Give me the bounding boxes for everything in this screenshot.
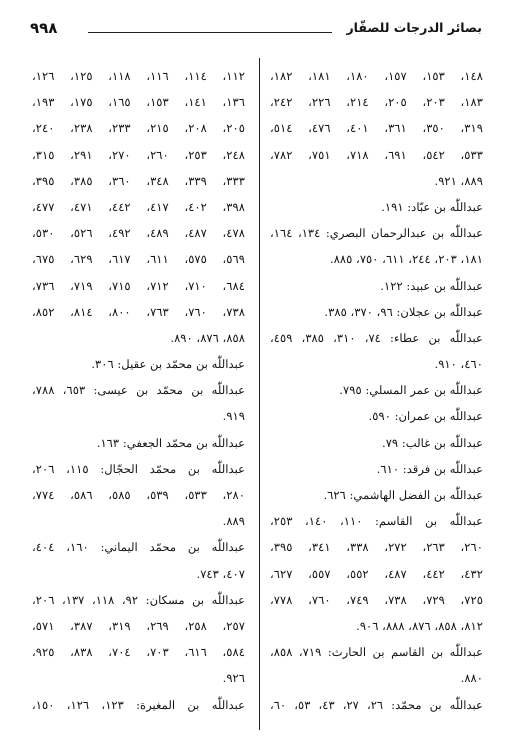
page-header xyxy=(30,20,482,42)
index-line: عبداللّٰه بن محمّد: ٢٦، ٢٧، ٤٣، ٥٣، ٦٠، xyxy=(270,697,483,712)
index-line: عبداللّٰه بن فرقد: ٦١٠. xyxy=(376,461,483,476)
index-line: ٣١٩، ٣٥٠، ٣٦١، ٤٠١، ٤٧٦، ٥١٤، xyxy=(270,121,483,136)
column-divider xyxy=(259,58,260,730)
index-line: عبداللّٰه بن مسكان: ٩٢، ١١٨، ١٣٧، ٢٠٦، xyxy=(32,592,245,607)
index-line: ٢٨٠، ٥٣٣، ٥٣٩، ٥٨٥، ٥٨٦، ٧٧٤، xyxy=(32,488,245,502)
index-line: عبداللّٰه بن عمر المسلي: ٧٩٥. xyxy=(339,383,483,398)
index-line: ٧٣٨، ٧٦٠، ٧٦٣، ٨٠٠، ٨١٤، ٨٥٢، xyxy=(32,304,245,319)
index-line: ٤٦٠، ٩١٠. xyxy=(434,357,483,372)
index-line: ١٤٨، ١٥٣، ١٥٧، ١٨٠، ١٨١، ١٨٢، xyxy=(270,69,483,83)
index-line: ٩١٩. xyxy=(222,409,245,424)
index-line: عبداللّٰه بن عمران: ٥٩٠. xyxy=(368,409,483,424)
running-title: بصائر الدرجات للصفّار xyxy=(346,20,482,35)
index-line: ٩٢٦. xyxy=(222,671,245,686)
index-line: عبداللّٰه بن محمّد الجعفي: ١٦٣. xyxy=(96,435,245,450)
index-line: عبداللّٰه بن محمّد اليماني: ١٦٠، ٤٠٤، xyxy=(32,540,245,555)
index-line: عبداللّٰه بن غالب: ٧٩. xyxy=(382,435,483,450)
index-line: عبداللّٰه بن محمّد بن عقيل: ٣٠٦. xyxy=(91,357,245,372)
index-line: ١٣٦، ١٤١، ١٥٣، ١٦٥، ١٧٥، ١٩٣، xyxy=(32,95,245,110)
index-line: ٨٨٩، ٩٢١. xyxy=(434,173,483,188)
index-line: ٥٨٤، ٦١٦، ٧٠٣، ٧٠٤، ٨٣٨، ٩٢٥، xyxy=(32,645,245,660)
index-line: عبداللّٰه بن عبيد: ١٢٢. xyxy=(380,278,483,293)
index-line: ٥٣٣، ٥٤٢، ٦٩١، ٧١٨، ٧٥١، ٧٨٢، xyxy=(270,147,483,162)
index-line: ٦٨٤، ٧١٠، ٧١٢، ٧١٥، ٧١٩، ٧٣٦، xyxy=(32,278,245,293)
header-rule xyxy=(88,32,332,33)
index-column-left xyxy=(32,63,245,718)
page-number: ٩٩٨ xyxy=(30,19,58,37)
index-line: عبداللّٰه بن الفضل الهاشمي: ٦٢٦. xyxy=(323,488,483,502)
index-line: عبداللّٰه بن محمّد بن عيسى: ٦٥٣، ٧٨٨، xyxy=(32,383,245,398)
index-line: ٨٨٠. xyxy=(460,671,483,686)
index-column-right xyxy=(270,63,483,718)
index-line: ٨١٢، ٨٥٨، ٨٧٦، ٨٨٨، ٩٠٦. xyxy=(356,618,483,633)
index-line: ٣٩٨، ٤٠٢، ٤١٧، ٤٤٢، ٤٧١، ٤٧٧، xyxy=(32,199,245,214)
index-line: عبداللّٰه بن القاسم بن الحارث: ٧١٩، ٨٥٨، xyxy=(270,645,483,660)
index-line: ١٨٣، ٢٠٣، ٢٠٥، ٢١٤، ٢٢٦، ٢٤٢، xyxy=(270,95,483,110)
index-line: عبداللّٰه بن عجلان: ٩٦، ٣٧٠، ٣٨٥. xyxy=(324,304,483,319)
index-line: ٣٣٣، ٣٣٩، ٣٤٨، ٣٦٠، ٣٨٥، ٣٩٥، xyxy=(32,173,245,188)
index-line: عبداللّٰه بن المغيرة: ١٢٣، ١٢٦، ١٥٠، xyxy=(32,697,245,712)
index-line: ٢٤٨، ٢٥٣، ٢٦٠، ٢٧٠، ٢٩١، ٣١٥، xyxy=(32,147,245,162)
index-line: عبداللّٰه بن عبّاد: ١٩١. xyxy=(381,199,483,214)
index-line: ٤٠٧، ٧٤٣. xyxy=(196,566,245,581)
index-line: ٧٢٥، ٧٢٩، ٧٣٨، ٧٤٩، ٧٦٠، ٧٧٨، xyxy=(270,592,483,607)
index-line: ٤٧٨، ٤٨٧، ٤٨٩، ٤٩٢، ٥٢٦، ٥٣٠، xyxy=(32,226,245,241)
index-line: عبداللّٰه بن محمّد الحجّال: ١١٥، ٢٠٦، xyxy=(32,461,245,476)
index-line: ٢٠٥، ٢٠٨، ٢١٥، ٢٣٣، ٢٣٨، ٢٤٠، xyxy=(32,121,245,136)
index-line: ١٨١، ٢٠٣، ٢٤٤، ٦١١، ٧٥٠، ٨٨٥. xyxy=(330,252,483,267)
index-line: ٤٣٢، ٤٤٢، ٤٨٧، ٥٥٢، ٥٥٧، ٦٢٧، xyxy=(270,566,483,581)
index-line: ٨٥٨، ٨٧٦، ٨٩٠. xyxy=(170,330,245,345)
index-line: ٢٥٧، ٢٥٨، ٢٦٩، ٣١٩، ٣٨٧، ٥٧١، xyxy=(32,618,245,633)
index-line: عبداللّٰه بن القاسم: ١١٠، ١٤٠، ٢٥٣، xyxy=(270,514,483,529)
index-line: ٥٦٩، ٥٧٥، ٦١١، ٦١٧، ٦٢٩، ٦٧٥، xyxy=(32,252,245,267)
index-line: ٢٦٠، ٢٦٣، ٢٧٢، ٣٣٨، ٣٤١، ٣٩٥، xyxy=(270,540,483,555)
index-line: عبداللّٰه بن عبدالرحمان البصري: ١٣٤، ١٦٤، xyxy=(270,226,483,241)
index-line: عبداللّٰه بن عطاء: ٧٤، ٣١٠، ٣٨٥، ٤٥٩، xyxy=(270,330,483,345)
index-line: ٨٨٩. xyxy=(222,514,245,529)
index-line: ١١٢، ١١٤، ١١٦، ١١٨، ١٢٥، ١٢٦، xyxy=(32,69,245,83)
